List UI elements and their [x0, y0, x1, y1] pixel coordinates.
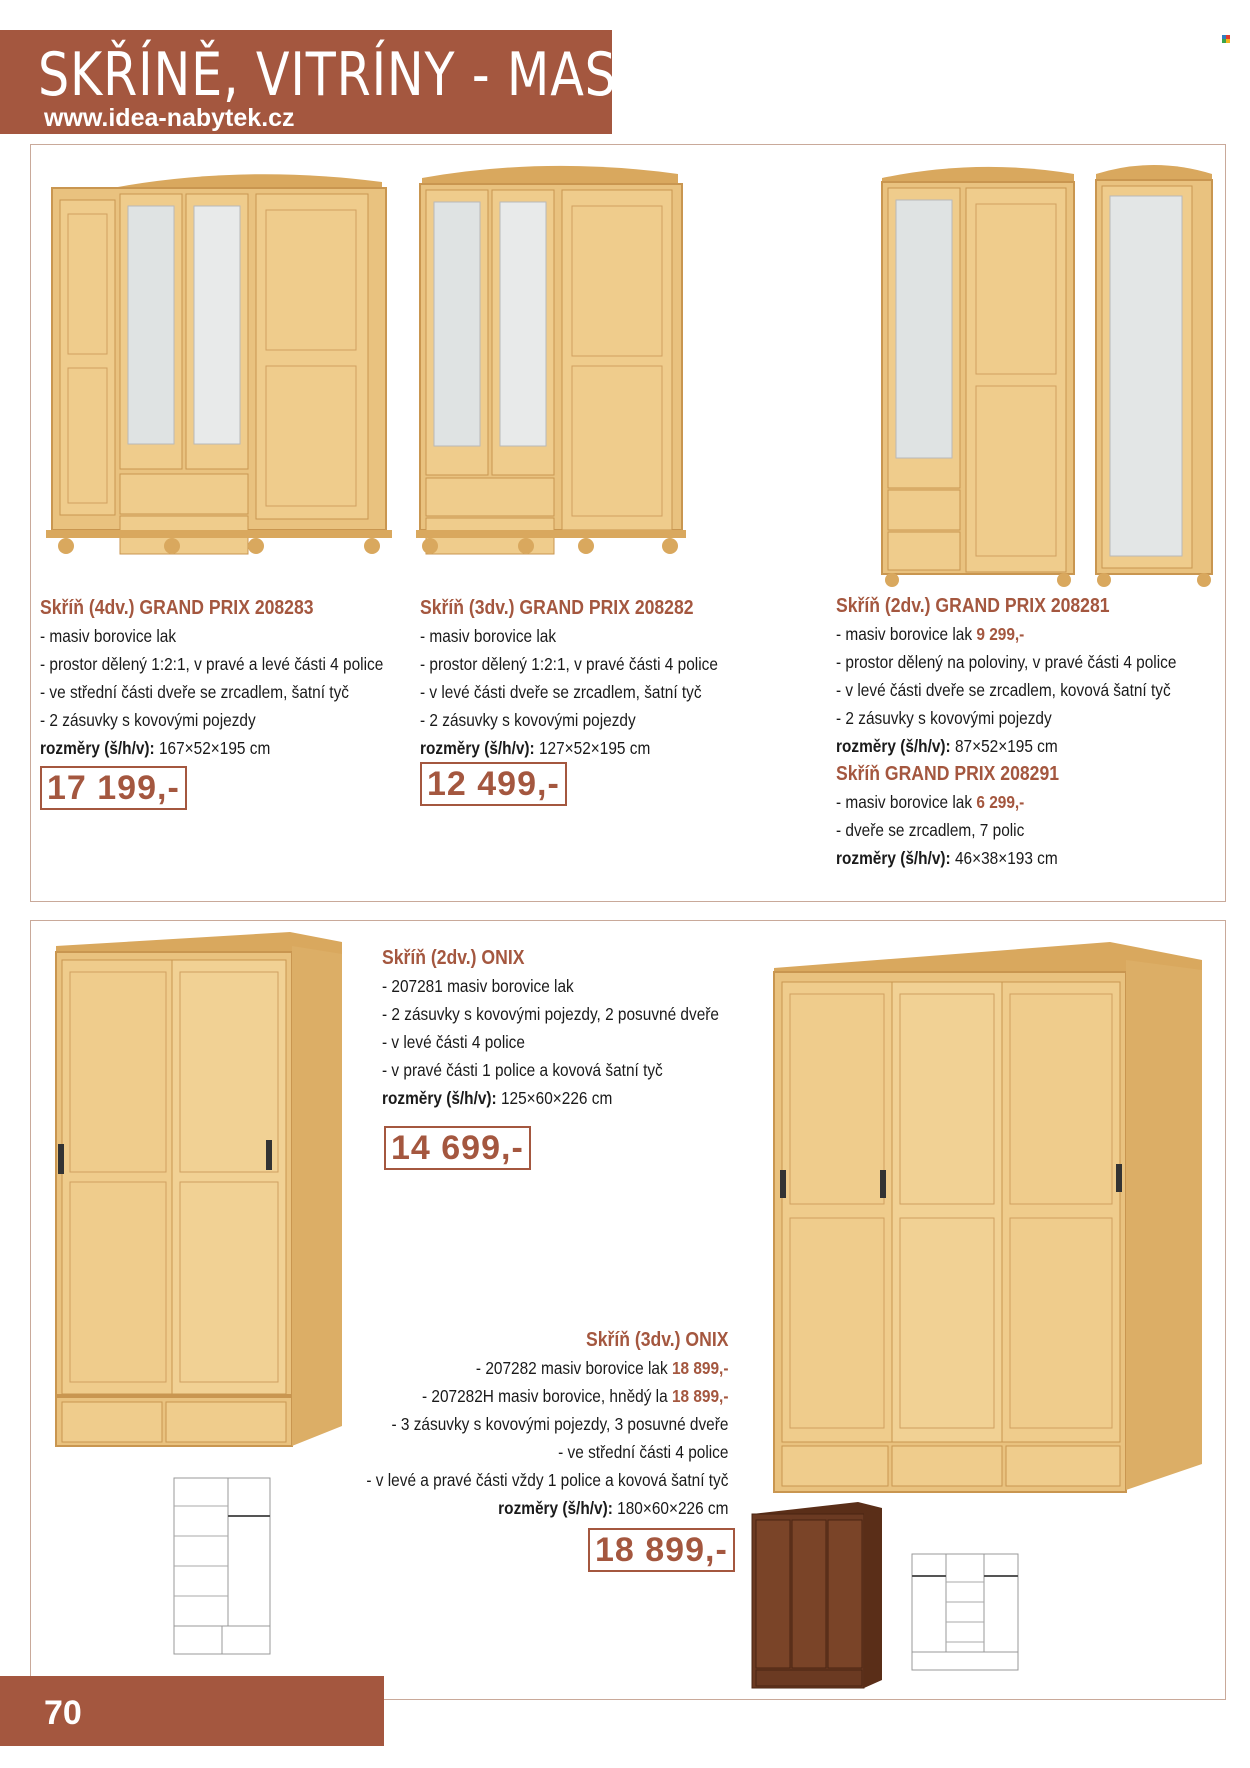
- product-dimensions: rozměry (š/h/v): 125×60×226 cm: [382, 1088, 613, 1108]
- product-feature: - ve střední části dveře se zrcadlem, šatní tyč: [40, 682, 349, 702]
- product-feature: - 207281 masiv borovice lak: [382, 976, 574, 996]
- product-grand-prix-4dv: [40, 594, 383, 762]
- wardrobe-narrow-image: [1090, 160, 1218, 590]
- product-feature: - prostor dělený 1:2:1, v pravé části 4 police: [420, 654, 718, 674]
- product-grand-prix-2dv: [836, 592, 1176, 872]
- product-grand-prix-3dv: [420, 594, 718, 762]
- product-feature: - 207282 masiv borovice lak 18 899,-: [475, 1358, 728, 1378]
- product-name: Skříň (4dv.) GRAND PRIX 208283: [40, 597, 314, 619]
- onix-3dv-schematic: [910, 1552, 1020, 1672]
- product-feature: - ve střední části 4 police: [557, 1442, 728, 1462]
- product-feature: - 3 zásuvky s kovovými pojezdy, 3 posuvné dveře: [391, 1414, 728, 1434]
- product-feature: - prostor dělený na poloviny, v pravé části 4 police: [836, 652, 1177, 672]
- product-name: Skříň (2dv.) GRAND PRIX 208281: [836, 595, 1110, 617]
- price-tag: 18 899,-: [588, 1528, 735, 1572]
- product-feature: - prostor dělený 1:2:1, v pravé a levé části 4 police: [40, 654, 384, 674]
- wardrobe-2dv-image: [878, 160, 1078, 590]
- product-dimensions: rozměry (š/h/v): 127×52×195 cm: [420, 738, 651, 758]
- price-tag: 14 699,-: [384, 1126, 531, 1170]
- wardrobe-3dv-image: [416, 160, 686, 560]
- wardrobe-4dv-image: [46, 160, 392, 560]
- product-feature: - masiv borovice lak 9 299,-: [836, 624, 1025, 644]
- inline-price: 18 899,-: [671, 1386, 728, 1406]
- product-name: Skříň (3dv.) ONIX: [585, 1329, 728, 1351]
- product-dimensions: rozměry (š/h/v): 180×60×226 cm: [497, 1498, 728, 1518]
- product-feature: - dveře se zrcadlem, 7 polic: [836, 820, 1025, 840]
- inline-price: 6 299,-: [976, 792, 1025, 812]
- product-feature: - masiv borovice lak 6 299,-: [836, 792, 1025, 812]
- product-feature: - 207282H masiv borovice, hnědý la 18 899,-: [421, 1386, 728, 1406]
- product-name: Skříň (3dv.) GRAND PRIX 208282: [420, 597, 694, 619]
- price-tag: 17 199,-: [40, 766, 187, 810]
- product-feature: - 2 zásuvky s kovovými pojezdy: [420, 710, 636, 730]
- product-feature: - 2 zásuvky s kovovými pojezdy, 2 posuvné dveře: [382, 1004, 719, 1024]
- product-name: Skříň GRAND PRIX 208291: [836, 763, 1060, 785]
- product-feature: - v levé a pravé části vždy 1 police a kovová šatní tyč: [365, 1470, 728, 1490]
- page-title: SKŘÍNĚ, VITRÍNY - MASIV: [38, 40, 667, 110]
- wardrobe-onix-2dv-image: [50, 926, 346, 1456]
- product-feature: - v pravé části 1 police a kovová šatní tyč: [382, 1060, 663, 1080]
- page-number: 70: [44, 1694, 82, 1732]
- product-onix-2dv: [382, 944, 719, 1112]
- product-feature: - 2 zásuvky s kovovými pojezdy: [40, 710, 256, 730]
- product-dimensions: rozměry (š/h/v): 46×38×193 cm: [836, 848, 1058, 868]
- product-onix-3dv: [366, 1326, 728, 1522]
- product-feature: - v levé části dveře se zrcadlem, šatní tyč: [420, 682, 702, 702]
- product-dimensions: rozměry (š/h/v): 87×52×195 cm: [836, 736, 1058, 756]
- product-feature: - masiv borovice lak: [40, 626, 177, 646]
- onix-2dv-schematic: [172, 1476, 272, 1656]
- product-feature: - v levé části dveře se zrcadlem, kovová šatní tyč: [836, 680, 1171, 700]
- price-tag: 12 499,-: [420, 762, 567, 806]
- inline-price: 18 899,-: [671, 1358, 728, 1378]
- corner-logo-icon: [1222, 35, 1230, 43]
- wardrobe-onix-3dv-image: [770, 934, 1206, 1498]
- website-url[interactable]: www.idea-nabytek.cz: [44, 104, 295, 132]
- product-feature: - 2 zásuvky s kovovými pojezdy: [836, 708, 1052, 728]
- wardrobe-onix-brown-image: [748, 1500, 886, 1692]
- product-name: Skříň (2dv.) ONIX: [382, 947, 525, 969]
- inline-price: 9 299,-: [976, 624, 1025, 644]
- product-dimensions: rozměry (š/h/v): 167×52×195 cm: [40, 738, 271, 758]
- product-feature: - masiv borovice lak: [420, 626, 557, 646]
- product-feature: - v levé části 4 police: [382, 1032, 525, 1052]
